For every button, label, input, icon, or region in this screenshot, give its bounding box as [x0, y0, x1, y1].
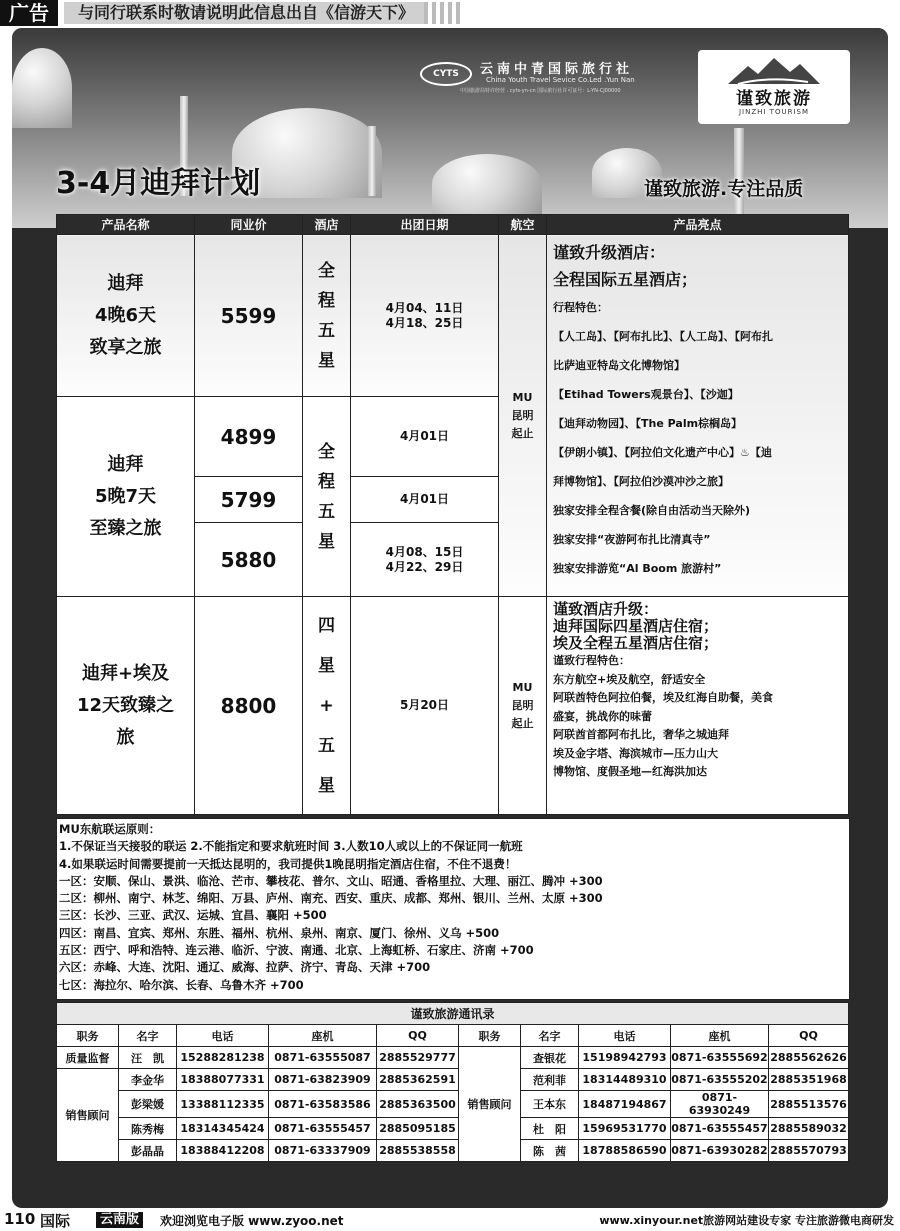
hotel-char: 星	[318, 350, 335, 371]
company-name-cn: 云南中青国际旅行社	[480, 62, 634, 77]
landline-cell: 0871-63555457	[269, 1118, 377, 1140]
page-number: 110	[4, 1210, 36, 1228]
contacts-header	[57, 1025, 849, 1047]
product-name	[57, 397, 195, 597]
table-row	[57, 235, 849, 397]
highlights-cell	[547, 597, 849, 815]
name-cell: 陈 茜	[521, 1140, 579, 1162]
landline-cell: 0871-63555087	[269, 1047, 377, 1069]
footer-ad-text: www.xinyour.net旅游网站建设专家 专注旅游微电商研发	[599, 1214, 894, 1227]
source-notice: 与同行联系时敬请说明此信息出自《信游天下》	[64, 2, 424, 24]
brand-name-en: JINZHI TOURISM	[738, 108, 810, 116]
hotel-char: 星	[318, 531, 335, 552]
name-cell: 汪 凯	[119, 1047, 177, 1069]
highlight-line: 独家安排“夜游阿布扎比清真寺”	[553, 533, 711, 546]
col-name: 名字	[119, 1025, 177, 1047]
landline-cell: 0871-63555202	[671, 1069, 769, 1091]
landline-cell: 0871-63823909	[269, 1069, 377, 1091]
highlight-line: 【伊朗小镇】、【阿拉伯文化遗产中心】♨【迪	[553, 446, 772, 459]
table-row	[57, 1118, 849, 1140]
qq-cell: 2885529777	[377, 1047, 459, 1069]
hotel-char: 五	[318, 501, 335, 522]
col-qq: QQ	[377, 1025, 459, 1047]
product-name-line: 4晚6天	[94, 304, 157, 326]
phone-cell: 18388077331	[177, 1069, 269, 1091]
minaret-shape	[368, 126, 376, 196]
hotel-char: 四	[318, 615, 335, 636]
product-name-line: 致享之旅	[89, 336, 162, 358]
name-cell: 彭梁媛	[119, 1091, 177, 1118]
landline-cell: 0871-63337909	[269, 1140, 377, 1162]
product-name-line: 至臻之旅	[89, 517, 162, 539]
product-name-line: 12天致臻之	[76, 694, 175, 716]
zone-line: 五区：西宁、呼和浩特、连云港、临沂、宁波、南通、北京、上海虹桥、石家庄、济南 +700	[59, 943, 534, 958]
highlight-line: 盛宴，挑战你的味蕾	[553, 709, 652, 723]
product-price: 8800	[195, 597, 303, 815]
highlight-line: 独家安排全程含餐(除自由活动当天除外)	[553, 504, 751, 517]
edition-badge: 云南版	[96, 1212, 143, 1228]
mountain-logo-icon	[728, 56, 820, 86]
rules-title: MU东航联运原则：	[59, 822, 161, 836]
qq-cell: 2885589032	[769, 1118, 849, 1140]
product-name-line: 5晚7天	[94, 485, 157, 507]
col-product-name: 产品名称	[57, 215, 195, 235]
highlight-title: 全程国际五星酒店；	[553, 270, 698, 289]
company-name-en: China Youth Travel Sevice Co.Led .Yun Nan	[486, 76, 635, 84]
date-line: 4月22、29日	[385, 559, 464, 574]
phone-cell: 18788586590	[579, 1140, 671, 1162]
dome-shape	[432, 154, 542, 214]
zone-line: 六区：赤峰、大连、沈阳、通辽、威海、拉萨、济宁、青岛、天津 +700	[59, 960, 431, 975]
hotel-char: 星	[318, 775, 335, 796]
zone-line: 七区：海拉尔、哈尔滨、长春、乌鲁木齐 +700	[59, 977, 304, 992]
highlight-title: 迪拜国际四星酒店住宿；	[553, 617, 719, 635]
col-highlights: 产品亮点	[547, 215, 849, 235]
landline-cell: 0871-63555692	[671, 1047, 769, 1069]
col-phone: 电话	[177, 1025, 269, 1047]
table-row	[57, 1140, 849, 1162]
product-price: 5880	[195, 523, 303, 597]
landline-cell: 0871-63930282	[671, 1140, 769, 1162]
contacts-title: 谨致旅游通讯录	[57, 1003, 849, 1025]
departure-dates: 4月01日	[351, 477, 499, 523]
product-price: 4899	[195, 397, 303, 477]
airline-cell	[499, 597, 547, 815]
col-landline: 座机	[671, 1025, 769, 1047]
highlight-line: 东方航空+埃及航空，舒适安全	[553, 672, 706, 686]
col-airline: 航空	[499, 215, 547, 235]
company-block	[420, 58, 690, 98]
hotel-level	[303, 235, 351, 397]
footer-website: 欢迎浏览电子版 www.zyoo.net	[160, 1214, 344, 1228]
top-notice-bar	[0, 0, 900, 26]
name-cell: 李金华	[119, 1069, 177, 1091]
date-line: 4月04、11日	[385, 300, 464, 315]
qq-cell: 2885562626	[769, 1047, 849, 1069]
table-row	[57, 597, 849, 815]
hotel-char: 星	[318, 655, 335, 676]
hotel-level	[303, 597, 351, 815]
advert-frame	[12, 28, 888, 1208]
name-cell: 查银花	[521, 1047, 579, 1069]
col-phone: 电话	[579, 1025, 671, 1047]
landline-cell: 0871-63555457	[671, 1118, 769, 1140]
highlight-line: 拜博物馆】、【阿拉伯沙漠冲沙之旅】	[553, 475, 729, 488]
hotel-level	[303, 397, 351, 597]
col-role: 职务	[57, 1025, 119, 1047]
role-cell: 质量监督	[57, 1047, 119, 1069]
name-cell: 杜 阳	[521, 1118, 579, 1140]
zone-line: 三区：长沙、三亚、武汉、运城、宜昌、襄阳 +500	[59, 908, 327, 923]
name-cell: 彭晶晶	[119, 1140, 177, 1162]
highlight-line: 博物馆、度假圣地—红海洪加达	[553, 765, 707, 778]
product-name-line: 迪拜	[107, 272, 144, 294]
hotel-char: 全	[318, 260, 335, 281]
phone-cell: 13388112335	[177, 1091, 269, 1118]
name-cell: 范利菲	[521, 1069, 579, 1091]
date-line: 4月08、15日	[385, 544, 464, 559]
hotel-char: +	[319, 695, 334, 716]
product-name-line: 迪拜+埃及	[81, 662, 170, 684]
table-row	[57, 1047, 849, 1069]
col-role: 职务	[459, 1025, 521, 1047]
highlights-cell	[547, 235, 849, 597]
highlight-line: 阿联酋特色阿拉伯餐，埃及红海自助餐，美食	[553, 691, 773, 704]
highlight-line: 行程特色：	[553, 301, 608, 314]
highlight-line: 比萨迪亚特岛文化博物馆】	[553, 359, 685, 372]
departure-dates: 4月01日	[351, 397, 499, 477]
name-cell: 王本东	[521, 1091, 579, 1118]
highlight-line: 【迪拜动物园】、【The Palm棕榈岛】	[553, 417, 743, 430]
section-label: 国际	[40, 1212, 71, 1230]
hotel-char: 五	[318, 735, 335, 756]
qq-cell: 2885538558	[377, 1140, 459, 1162]
product-name	[57, 597, 195, 815]
phone-cell: 18314345424	[177, 1118, 269, 1140]
highlight-title: 谨致酒店升级：	[553, 600, 659, 618]
zone-line: 一区：安顺、保山、景洪、临沧、芒市、攀枝花、普尔、文山、昭通、香格里拉、大理、丽江、腾冲 +300	[59, 873, 603, 888]
phone-cell: 18388412208	[177, 1140, 269, 1162]
col-name: 名字	[521, 1025, 579, 1047]
highlight-line: 阿联酋首都阿布扎比，奢华之城迪拜	[553, 728, 729, 741]
product-price: 5799	[195, 477, 303, 523]
minaret-shape	[734, 128, 744, 218]
role-cell: 销售顾问	[459, 1047, 521, 1162]
qq-cell: 2885363500	[377, 1091, 459, 1118]
mosque-banner-image	[12, 28, 888, 228]
hotel-char: 程	[318, 471, 335, 492]
product-name-line: 迪拜	[107, 453, 144, 475]
product-name-line: 旅	[116, 726, 135, 748]
highlight-line: 【人工岛】、【阿布扎比】、【人工岛】、【阿布扎	[553, 330, 773, 343]
airline-line: MU	[512, 390, 533, 404]
qq-cell: 2885570793	[769, 1140, 849, 1162]
page-footer	[0, 1208, 900, 1230]
airline-line: 昆明	[511, 408, 534, 422]
hotel-char: 五	[318, 320, 335, 341]
phone-cell: 18487194867	[579, 1091, 671, 1118]
highlight-title: 埃及全程五星酒店住宿；	[553, 634, 719, 652]
col-price: 同业价	[195, 215, 303, 235]
product-table-header	[57, 215, 849, 235]
highlight-line: 谨致行程特色：	[553, 654, 630, 667]
qq-cell: 2885095185	[377, 1118, 459, 1140]
airline-cell	[499, 235, 547, 597]
rules-line: 4.如果联运时间需要提前一天抵达昆明的，我司提供1晚昆明指定酒店住宿，不住不退费！	[59, 856, 517, 871]
airline-line: 起止	[511, 716, 534, 730]
col-landline: 座机	[269, 1025, 377, 1047]
dome-shape	[12, 48, 72, 128]
phone-cell: 15969531770	[579, 1118, 671, 1140]
table-row	[57, 1069, 849, 1091]
airline-line: MU	[512, 680, 533, 694]
contacts-table	[56, 1002, 849, 1162]
hotel-char: 全	[318, 441, 335, 462]
zone-line: 四区：南昌、宜宾、郑州、东胜、福州、杭州、泉州、南京、厦门、徐州、义乌 +500	[59, 925, 500, 940]
phone-cell: 18314489310	[579, 1069, 671, 1091]
col-dates: 出团日期	[351, 215, 499, 235]
role-cell: 销售顾问	[57, 1069, 119, 1162]
col-qq: QQ	[769, 1025, 849, 1047]
phone-cell: 15198942793	[579, 1047, 671, 1069]
departure-dates: 5月20日	[351, 597, 499, 815]
name-cell: 陈秀梅	[119, 1118, 177, 1140]
hotel-char: 程	[318, 290, 335, 311]
phone-cell: 15288281238	[177, 1047, 269, 1069]
brand-logo-box	[698, 50, 850, 124]
highlight-line: 埃及金字塔、海滨城市—压力山大	[553, 746, 718, 760]
qq-cell: 2885513576	[769, 1091, 849, 1118]
date-line: 4月18、25日	[385, 315, 464, 330]
qq-cell: 2885362591	[377, 1069, 459, 1091]
product-price: 5599	[195, 235, 303, 397]
qq-cell: 2885351968	[769, 1069, 849, 1091]
col-hotel: 酒店	[303, 215, 351, 235]
company-license: 中国旅游局特许经营 . cyts-yn-cn 国际旅行社许可证号：L-YN-CJ00000	[460, 88, 621, 94]
highlight-title: 谨致升级酒店：	[553, 243, 666, 262]
highlight-line: 【Etihad Towers观景台】、【沙迦】	[553, 388, 739, 401]
landline-cell: 0871- 63930249	[671, 1091, 769, 1118]
page-title: 3-4月迪拜计划	[56, 166, 261, 201]
departure-dates	[351, 235, 499, 397]
airline-line: 起止	[511, 426, 534, 440]
ad-tag: 广告	[0, 0, 58, 26]
cyts-logo: CYTS	[420, 62, 472, 86]
brand-name-cn: 谨致旅游	[736, 89, 812, 109]
highlight-line: 独家安排游览“Al Boom 旅游村”	[553, 562, 722, 575]
zone-line: 二区：柳州、南宁、林芝、绵阳、万县、庐州、南充、西安、重庆、成都、郑州、银川、兰州、太原 +300	[59, 891, 603, 906]
departure-dates	[351, 523, 499, 597]
slogan: 谨致旅游.专注品质	[644, 178, 804, 200]
landline-cell: 0871-63583586	[269, 1091, 377, 1118]
transfer-rules	[56, 818, 850, 1000]
product-name	[57, 235, 195, 397]
product-table	[56, 214, 849, 815]
table-row	[57, 1091, 849, 1118]
rules-line: 1.不保证当天接驳的联运 2.不能指定和要求航班时间 3.人数10人或以上的不保证同一航班	[59, 839, 523, 854]
airline-line: 昆明	[511, 698, 534, 712]
